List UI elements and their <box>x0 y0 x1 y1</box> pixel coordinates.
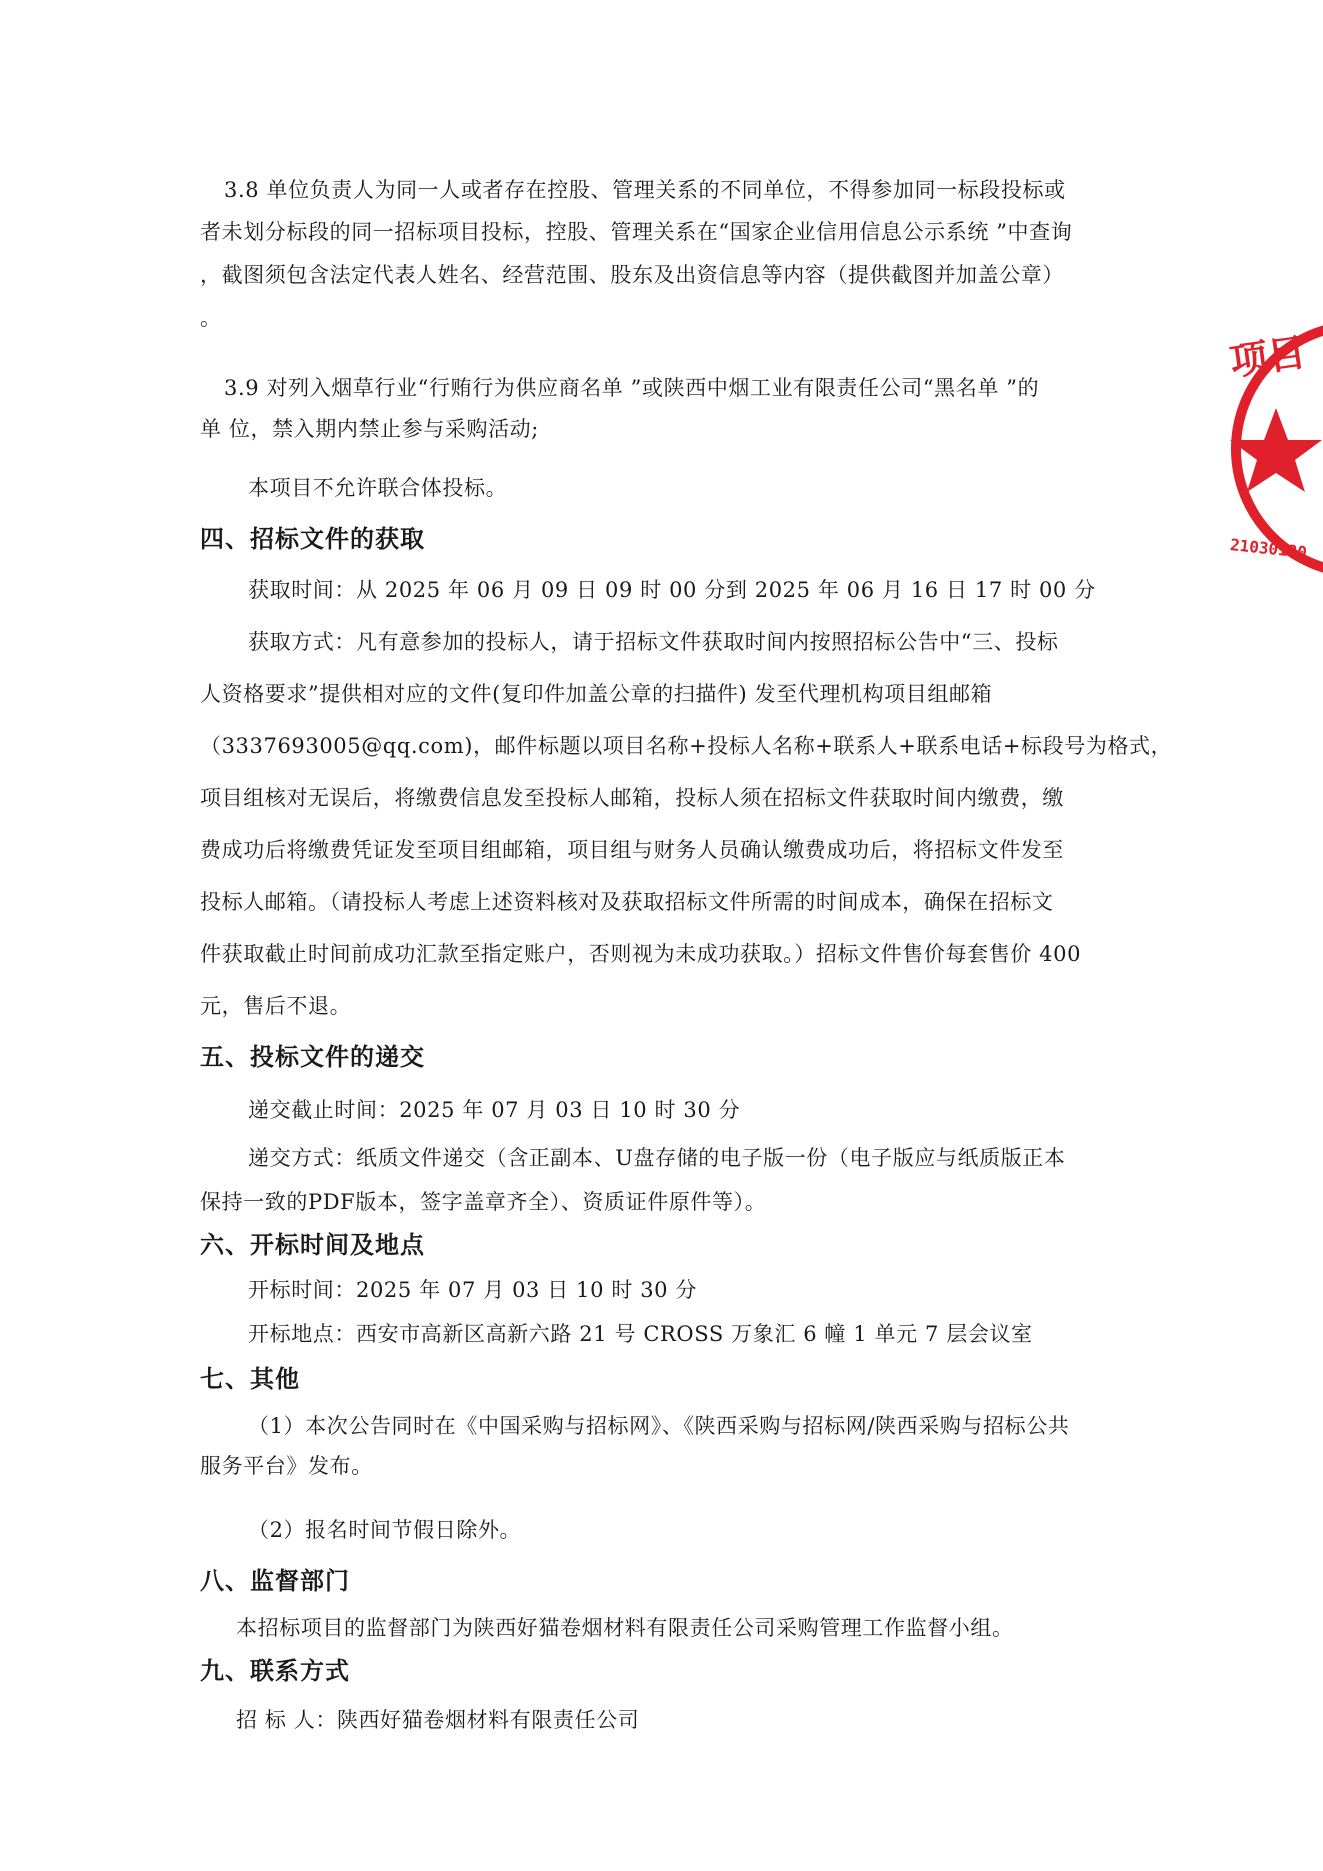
clause-3-8-line-4: 。 <box>200 306 222 330</box>
section-7-heading: 七、其他 <box>200 1365 300 1393</box>
section-9-heading: 九、联系方式 <box>200 1657 350 1685</box>
acquisition-method-line-1: 获取方式：凡有意参加的投标人，请于招标文件获取时间内按照招标公告中“三、投标 <box>248 630 1059 654</box>
submission-deadline: 递交截止时间：2025 年 07 月 03 日 10 时 30 分 <box>248 1098 741 1122</box>
clause-3-9-line-2: 单 位，禁入期内禁止参与采购活动; <box>200 417 539 441</box>
submission-method-line-2: 保持一致的PDF版本，签字盖章齐全）、资质证件原件等）。 <box>200 1190 767 1214</box>
acquisition-time: 获取时间：从 2025 年 06 月 09 日 09 时 00 分到 2025 年 06 月 16 日 17 时 00 分 <box>248 578 1096 602</box>
acquisition-method-line-7: 件获取截止时间前成功汇款至指定账户，否则视为未成功获取。）招标文件售价每套售价 400 <box>200 942 1082 966</box>
clause-3-9-line-1: 3.9 对列入烟草行业“行贿行为供应商名单 ”或陕西中烟工业有限责任公司“黑名单 ”的 <box>224 376 1040 400</box>
section-4-heading: 四、招标文件的获取 <box>200 525 425 553</box>
other-item-2: （2）报名时间节假日除外。 <box>248 1518 522 1542</box>
acquisition-method-line-4: 项目组核对无误后，将缴费信息发至投标人邮箱，投标人须在招标文件获取时间内缴费，缴 <box>200 786 1064 810</box>
acquisition-method-line-2: 人资格要求”提供相对应的文件(复印件加盖公章的扫描件) 发至代理机构项目组邮箱 <box>200 682 993 706</box>
clause-3-8-line-3: ，截图须包含法定代表人姓名、经营范围、股东及出资信息等内容（提供截图并加盖公章） <box>200 263 1064 287</box>
section-5-heading: 五、投标文件的递交 <box>200 1043 425 1071</box>
section-6-heading: 六、开标时间及地点 <box>200 1231 425 1259</box>
opening-place: 开标地点：西安市高新区高新六路 21 号 CROSS 万象汇 6 幢 1 单元 7 层会议室 <box>248 1322 1033 1346</box>
official-seal <box>1228 318 1323 580</box>
tenderer-line: 招 标 人：陕西好猫卷烟材料有限责任公司 <box>236 1708 640 1732</box>
seal-top-text: 项目 <box>1227 331 1309 385</box>
other-item-1-line-2: 服务平台》发布。 <box>200 1454 373 1478</box>
acquisition-method-line-6: 投标人邮箱。（请投标人考虑上述资料核对及获取招标文件所需的时间成本，确保在招标文 <box>200 890 1054 914</box>
no-joint-bid-note: 本项目不允许联合体投标。 <box>248 476 508 500</box>
opening-time: 开标时间：2025 年 07 月 03 日 10 时 30 分 <box>248 1278 698 1302</box>
submission-method-line-1: 递交方式：纸质文件递交（含正副本、U盘存储的电子版一份（电子版应与纸质版正本 <box>248 1146 1066 1170</box>
acquisition-method-line-5: 费成功后将缴费凭证发至项目组邮箱，项目组与财务人员确认缴费成功后，将招标文件发至 <box>200 838 1064 862</box>
clause-3-8-line-1: 3.8 单位负责人为同一人或者存在控股、管理关系的不同单位，不得参加同一标段投标或 <box>224 178 1066 202</box>
clause-3-8-line-2: 者未划分标段的同一招标项目投标，控股、管理关系在“国家企业信用信息公示系统 ”中查询 <box>200 220 1073 244</box>
acquisition-method-line-3: （3337693005@qq.com)，邮件标题以项目名称+投标人名称+联系人+联系电话+标段号为格式， <box>200 734 1173 758</box>
seal-code-text: 21030130 <box>1229 535 1308 563</box>
other-item-1-line-1: （1）本次公告同时在《中国采购与招标网》、《陕西采购与招标网/陕西采购与招标公共 <box>248 1414 1070 1438</box>
supervision-text: 本招标项目的监督部门为陕西好猫卷烟材料有限责任公司采购管理工作监督小组。 <box>236 1616 1014 1640</box>
acquisition-method-line-8: 元，售后不退。 <box>200 994 352 1018</box>
section-8-heading: 八、监督部门 <box>200 1567 350 1595</box>
